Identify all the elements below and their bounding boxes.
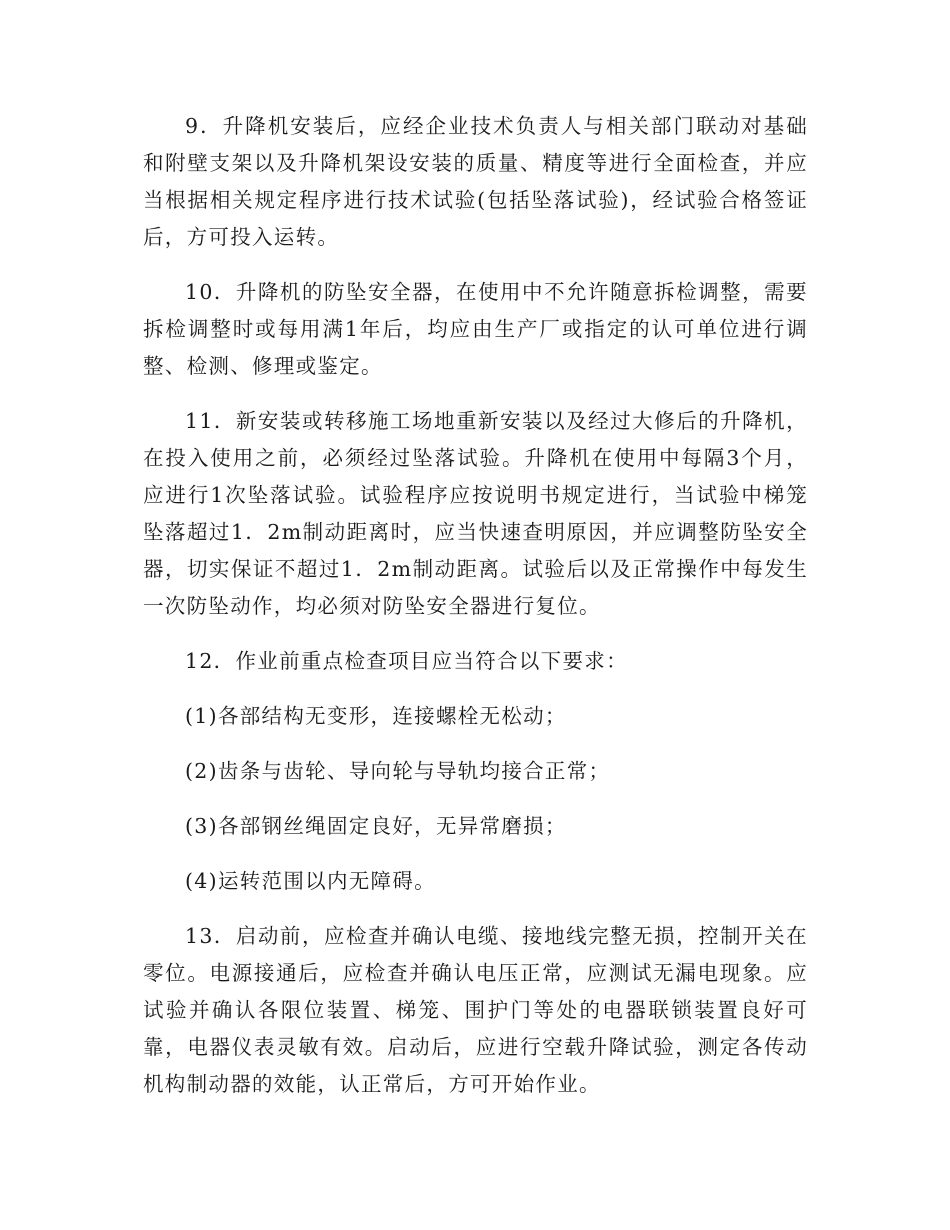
list-item: (1)各部结构无变形，连接螺栓无松动；	[185, 704, 567, 728]
paragraph-11: 11．新安装或转移施工场地重新安装以及经过大修后的升降机，在投入使用之前，必须经过坠落试验。升降机在使用中每隔3个月，应进行1次坠落试验。试验程序应按说明书规定进行，当试验中梯笼坠落超过1．2m制动距离时，应当快速查明原因，并应调整防坠安全器，切实保证不超过1．2m制动距离。试验后以及正常操作中每发生一次防坠动作，均必须对防坠安全器进行复位。	[143, 409, 808, 618]
paragraph-13: 13．启动前，应检查并确认电缆、接地线完整无损，控制开关在零位。电源接通后，应检查并确认电压正常，应测试无漏电现象。应试验并确认各限位装置、梯笼、围护门等处的电器联锁装置良好可靠，电器仪表灵敏有效。启动后，应进行空载升降试验，测定各传动机构制动器的效能，认正常后，方可开始作业。	[143, 924, 808, 1096]
paragraph-12: 12．作业前重点检查项目应当符合以下要求：	[185, 649, 628, 673]
paragraph-9: 9．升降机安装后，应经企业技术负责人与相关部门联动对基础和附壁支架以及升降机架设安装的质量、精度等进行全面检查，并应当根据相关规定程序进行技术试验(包括坠落试验)，经试验合格签证后，方可投入运转。	[143, 114, 808, 249]
list-item: (2)齿条与齿轮、导向轮与导轨均接合正常；	[185, 759, 611, 783]
list-item: (3)各部钢丝绳固定良好，无异常磨损；	[185, 814, 567, 838]
list-item: (4)运转范围以内无障碍。	[185, 869, 436, 893]
paragraph-10: 10．升降机的防坠安全器，在使用中不允许随意拆检调整，需要拆检调整时或每用满1年后，均应由生产厂或指定的认可单位进行调整、检测、修理或鉴定。	[143, 280, 808, 378]
document-body	[143, 108, 808, 1121]
